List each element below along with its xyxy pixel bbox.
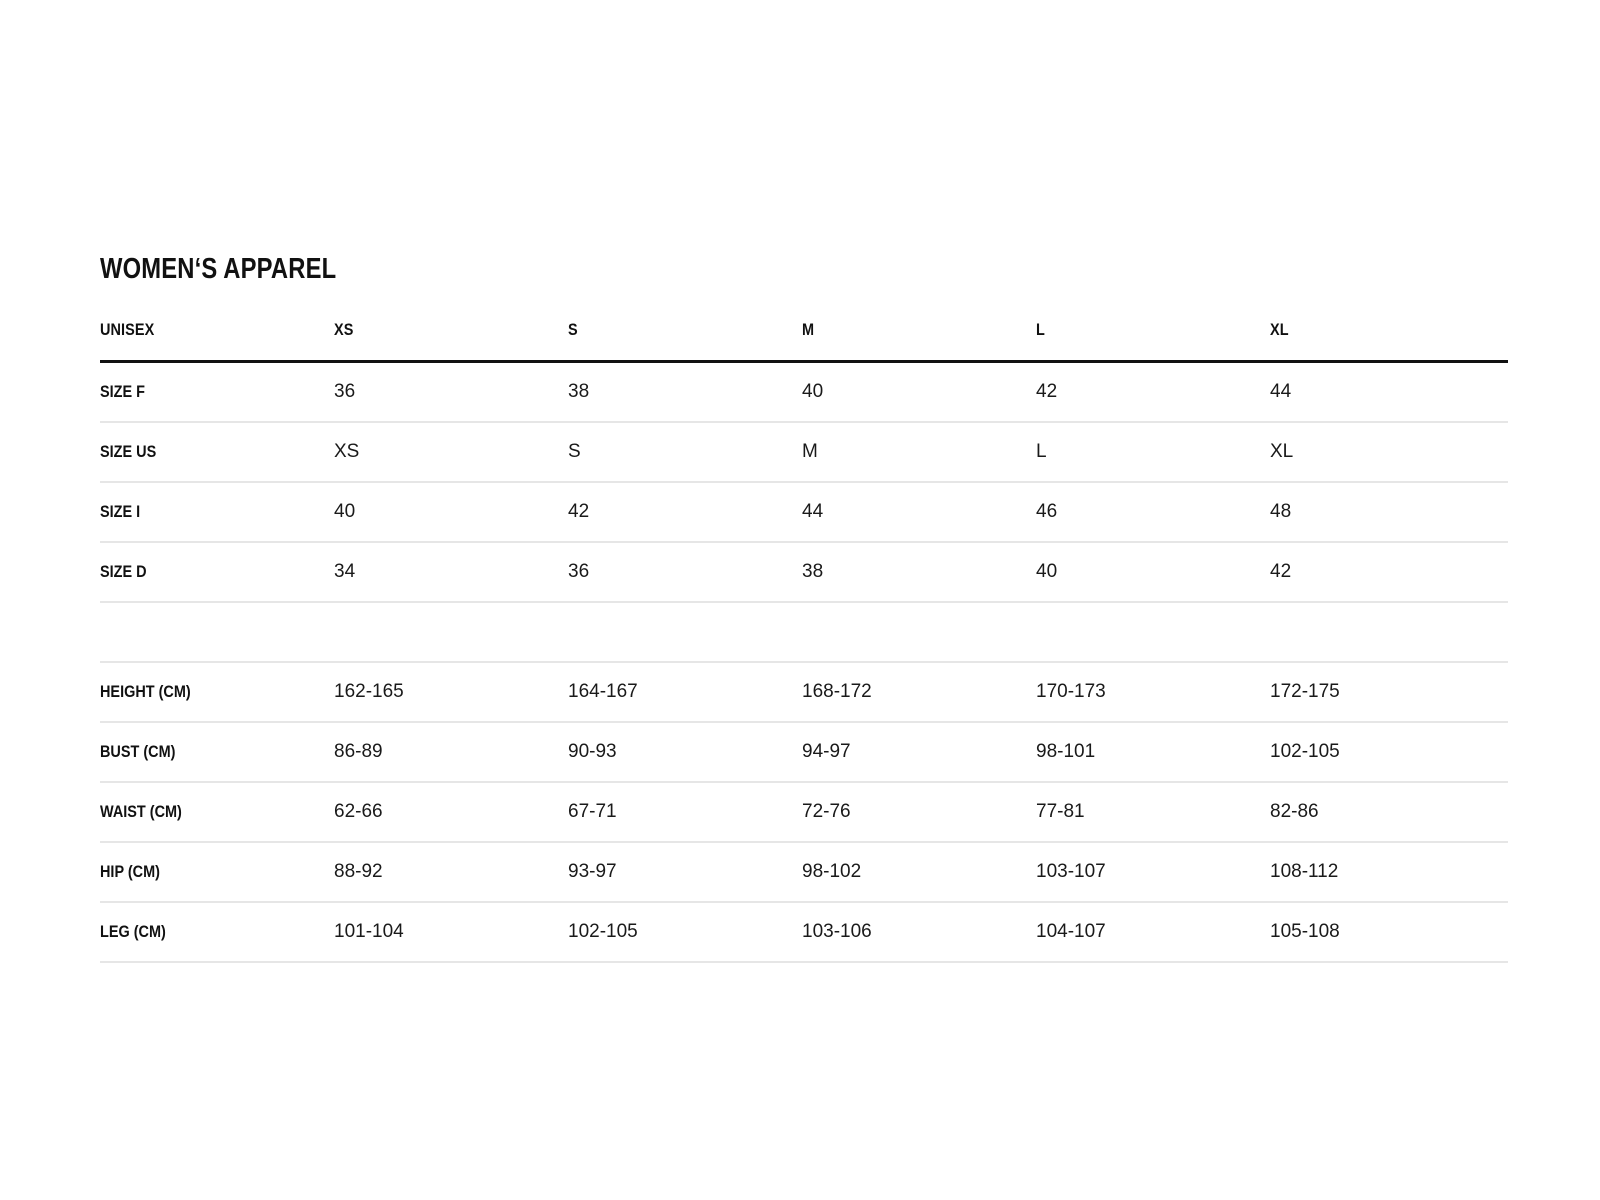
row-label xyxy=(100,842,334,902)
row-label xyxy=(100,482,334,542)
table-cell: 67-71 xyxy=(568,782,802,842)
table-cell: 86-89 xyxy=(334,722,568,782)
table-row xyxy=(100,842,1508,902)
table-cell: 48 xyxy=(1270,482,1508,542)
row-label-text: HEIGHT (CM) xyxy=(100,682,191,701)
row-label-text: SIZE I xyxy=(100,502,141,521)
table-cell: 102-105 xyxy=(568,902,802,962)
spacer-cell xyxy=(100,602,1508,662)
header-cell-xs xyxy=(334,300,568,362)
table-cell: 170-173 xyxy=(1036,662,1270,722)
table-cell: 38 xyxy=(802,542,1036,602)
table-cell: 44 xyxy=(1270,362,1508,423)
row-label xyxy=(100,722,334,782)
row-label xyxy=(100,422,334,482)
table-row xyxy=(100,722,1508,782)
table-cell: 77-81 xyxy=(1036,782,1270,842)
table-cell: 108-112 xyxy=(1270,842,1508,902)
header-label: XS xyxy=(334,320,354,339)
size-chart-table xyxy=(100,300,1508,963)
table-row xyxy=(100,662,1508,722)
table-cell: 88-92 xyxy=(334,842,568,902)
header-label: S xyxy=(568,320,578,339)
table-cell: XS xyxy=(334,422,568,482)
table-cell: 102-105 xyxy=(1270,722,1508,782)
table-cell: 98-102 xyxy=(802,842,1036,902)
table-cell: 82-86 xyxy=(1270,782,1508,842)
table-cell: S xyxy=(568,422,802,482)
table-cell: 164-167 xyxy=(568,662,802,722)
header-row xyxy=(100,300,1508,362)
header-cell-unisex xyxy=(100,300,334,362)
row-label xyxy=(100,782,334,842)
table-spacer-row xyxy=(100,602,1508,662)
table-cell: 42 xyxy=(1036,362,1270,423)
table-header xyxy=(100,300,1508,362)
table-cell: 36 xyxy=(334,362,568,423)
row-label xyxy=(100,662,334,722)
table-cell: 42 xyxy=(1270,542,1508,602)
table-cell: L xyxy=(1036,422,1270,482)
table-cell: 42 xyxy=(568,482,802,542)
header-cell-m xyxy=(802,300,1036,362)
header-cell-l xyxy=(1036,300,1270,362)
table-body xyxy=(100,362,1508,963)
row-label-text: LEG (CM) xyxy=(100,922,166,941)
row-label-text: SIZE US xyxy=(100,442,157,461)
table-row xyxy=(100,422,1508,482)
row-label-text: SIZE D xyxy=(100,562,147,581)
table-cell: 172-175 xyxy=(1270,662,1508,722)
table-cell: 40 xyxy=(334,482,568,542)
table-cell: M xyxy=(802,422,1036,482)
table-cell: 94-97 xyxy=(802,722,1036,782)
table-cell: 38 xyxy=(568,362,802,423)
table-cell: 40 xyxy=(802,362,1036,423)
table-cell: 162-165 xyxy=(334,662,568,722)
table-row xyxy=(100,902,1508,962)
row-label-text: BUST (CM) xyxy=(100,742,176,761)
row-label-text: WAIST (CM) xyxy=(100,802,182,821)
table-cell: XL xyxy=(1270,422,1508,482)
table-cell: 103-107 xyxy=(1036,842,1270,902)
table-cell: 44 xyxy=(802,482,1036,542)
table-cell: 103-106 xyxy=(802,902,1036,962)
table-cell: 105-108 xyxy=(1270,902,1508,962)
table-row xyxy=(100,482,1508,542)
row-label xyxy=(100,362,334,423)
table-row xyxy=(100,542,1508,602)
header-label: M xyxy=(802,320,815,339)
table-cell: 104-107 xyxy=(1036,902,1270,962)
table-row xyxy=(100,782,1508,842)
table-cell: 40 xyxy=(1036,542,1270,602)
table-cell: 36 xyxy=(568,542,802,602)
header-cell-s xyxy=(568,300,802,362)
row-label xyxy=(100,902,334,962)
row-label-text: SIZE F xyxy=(100,382,145,401)
page-title: WOMEN‘S APPAREL xyxy=(100,253,337,285)
row-label xyxy=(100,542,334,602)
table-row xyxy=(100,362,1508,423)
table-cell: 46 xyxy=(1036,482,1270,542)
row-label-text: HIP (CM) xyxy=(100,862,160,881)
table-cell: 101-104 xyxy=(334,902,568,962)
table-cell: 93-97 xyxy=(568,842,802,902)
header-label: L xyxy=(1036,320,1045,339)
header-label: XL xyxy=(1270,320,1289,339)
header-label: UNISEX xyxy=(100,320,155,339)
table-cell: 62-66 xyxy=(334,782,568,842)
header-cell-xl xyxy=(1270,300,1508,362)
table-cell: 90-93 xyxy=(568,722,802,782)
table-cell: 34 xyxy=(334,542,568,602)
table-cell: 72-76 xyxy=(802,782,1036,842)
table-cell: 98-101 xyxy=(1036,722,1270,782)
table-cell: 168-172 xyxy=(802,662,1036,722)
